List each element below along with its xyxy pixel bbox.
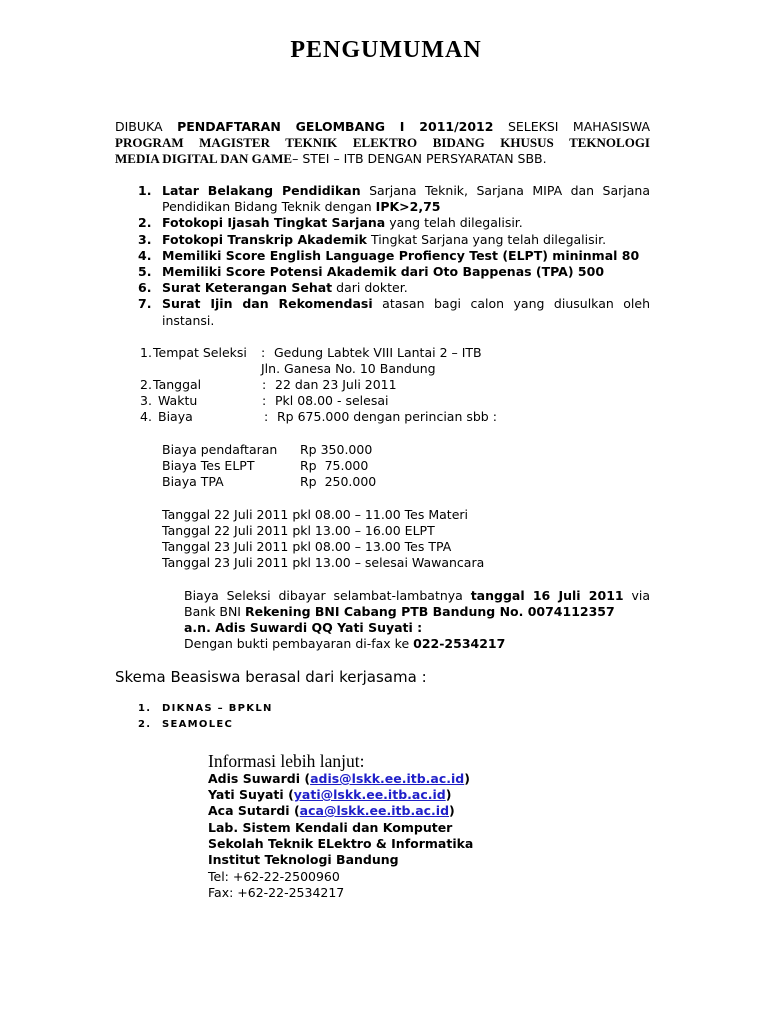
paren: ): [445, 787, 452, 802]
detail-value: Gedung Labtek VIII Lantai 2 – ITB: [274, 345, 482, 360]
detail-number: 3.: [140, 393, 152, 408]
detail-separator: :: [264, 409, 269, 424]
contact-person: [208, 803, 455, 819]
list-number: 1.: [138, 183, 152, 198]
detail-value: Pkl 08.00 - selesai: [275, 393, 389, 408]
intro-line-3: [115, 151, 547, 167]
paren: ): [449, 803, 455, 818]
contact-name: Adis Suwardi: [208, 771, 300, 786]
contact-person: [208, 787, 451, 803]
fax-number: 022-2534217: [413, 636, 506, 651]
list-number: 6.: [138, 280, 152, 295]
list-number: 1.: [138, 703, 152, 714]
payment-line: [184, 604, 615, 620]
requirement-item: Memiliki Score English Language Profiency Test (ELPT) mininmal 80: [162, 248, 640, 263]
scholarship-partner: DIKNAS – BPKLN: [162, 703, 273, 714]
requirement-text: dari dokter.: [336, 280, 408, 295]
fax: Fax: +62-22-2534217: [208, 885, 345, 900]
requirement-title: Surat Keterangan Sehat: [162, 280, 333, 295]
requirement-emphasis: IPK>2,75: [375, 199, 441, 214]
contact-name: Yati Suyati: [208, 787, 284, 802]
requirement-title: Surat Ijin dan Rekomendasi: [162, 296, 373, 311]
detail-number: 2.: [140, 377, 152, 392]
contact-name: Aca Sutardi: [208, 803, 290, 818]
organization-line: Sekolah Teknik ELektro & Informatika: [208, 836, 474, 851]
contact-person: [208, 771, 470, 787]
requirement-text: Tingkat Sarjana yang telah dilegalisir.: [370, 232, 607, 247]
requirement-item: [162, 215, 523, 231]
requirement-text: Sarjana Teknik, Sarjana MIPA dan Sarjana: [369, 183, 650, 198]
intro-text: – STEI – ITB DENGAN PERSYARATAN SBB.: [292, 151, 547, 166]
detail-number: 1.: [140, 345, 152, 360]
payment-line: [184, 588, 650, 604]
paren: (: [304, 771, 311, 786]
fee-label: Biaya Tes ELPT: [162, 458, 255, 473]
list-number: 2.: [138, 719, 152, 730]
fee-amount: Rp 75.000: [300, 458, 369, 473]
requirement-text: atasan bagi calon yang diusulkan oleh: [382, 296, 650, 311]
requirement-text: Pendidikan Bidang Teknik dengan: [162, 199, 372, 214]
detail-value: 22 dan 23 Juli 2011: [275, 377, 397, 392]
intro-line-2: PROGRAM MAGISTER TEKNIK ELEKTRO BIDANG KHUSUS TEKNOLOGI: [115, 135, 650, 150]
paren: ): [464, 771, 470, 786]
account-holder: a.n. Adis Suwardi QQ Yati Suyati :: [184, 620, 423, 635]
fee-amount: Rp 250.000: [300, 474, 377, 489]
intro-line-1: [115, 119, 650, 135]
payment-line: [184, 636, 505, 652]
intro-text: SELEKSI MAHASISWA: [507, 119, 651, 134]
email-link[interactable]: aca@lskk.ee.itb.ac.id: [299, 803, 450, 818]
scholarship-partner: SEAMOLEC: [162, 719, 234, 730]
scholarship-heading: Skema Beasiswa berasal dari kerjasama :: [115, 668, 427, 686]
list-number: 2.: [138, 215, 152, 230]
paren: (: [293, 803, 300, 818]
page-title: PENGUMUMAN: [290, 37, 482, 63]
schedule-row: Tanggal 22 Juli 2011 pkl 13.00 – 16.00 ELPT: [162, 523, 435, 538]
detail-label: Waktu: [158, 393, 198, 408]
requirement-item: [162, 232, 606, 248]
detail-separator: :: [262, 377, 267, 392]
organization-line: Lab. Sistem Kendali dan Komputer: [208, 820, 453, 835]
detail-label: Biaya: [158, 409, 193, 424]
requirement-item: Memiliki Score Potensi Akademik dari Oto Bappenas (TPA) 500: [162, 264, 605, 279]
intro-emphasis: PENDAFTARAN GELOMBANG I 2011/2012: [177, 119, 494, 134]
requirement-item: [162, 183, 650, 199]
list-number: 7.: [138, 296, 152, 311]
requirement-text: yang telah dilegalisir.: [389, 215, 523, 230]
paren: (: [288, 787, 294, 802]
payment-text: via: [631, 588, 650, 603]
list-number: 4.: [138, 248, 152, 263]
email-link[interactable]: adis@lskk.ee.itb.ac.id: [310, 771, 465, 786]
requirement-title: Fotokopi Ijasah Tingkat Sarjana: [162, 215, 386, 230]
payment-text: Dengan bukti pembayaran di-fax ke: [184, 636, 410, 651]
detail-label: Tempat Seleksi: [153, 345, 247, 360]
email-link[interactable]: yati@lskk.ee.itb.ac.id: [293, 787, 446, 802]
detail-label: Tanggal: [153, 377, 202, 392]
fee-label: Biaya TPA: [162, 474, 224, 489]
detail-value: Rp 675.000 dengan perincian sbb :: [277, 409, 497, 424]
requirement-item-continued: instansi.: [162, 313, 215, 328]
contact-heading: Informasi lebih lanjut:: [208, 751, 365, 771]
detail-value-continued: Jln. Ganesa No. 10 Bandung: [261, 361, 436, 376]
requirement-item: [162, 296, 650, 312]
requirement-title: Fotokopi Transkrip Akademik: [162, 232, 367, 247]
schedule-row: Tanggal 23 Juli 2011 pkl 13.00 – selesai Wawancara: [162, 555, 485, 570]
requirement-item-continued: [162, 199, 441, 215]
list-number: 3.: [138, 232, 152, 247]
requirement-title: Latar Belakang Pendidikan: [162, 183, 361, 198]
bank-account: Rekening BNI Cabang PTB Bandung No. 0074112357: [244, 604, 615, 619]
list-number: 5.: [138, 264, 152, 279]
requirement-item: [162, 280, 408, 296]
fee-amount: Rp 350.000: [300, 442, 373, 457]
intro-emphasis: MEDIA DIGITAL DAN GAME: [115, 151, 293, 166]
detail-number: 4.: [140, 409, 152, 424]
intro-text: DIBUKA: [115, 119, 163, 134]
detail-separator: :: [262, 393, 267, 408]
payment-text: Biaya Seleksi dibayar selambat-lambatnya: [184, 588, 463, 603]
organization-line: Institut Teknologi Bandung: [208, 852, 399, 867]
payment-deadline: tanggal 16 Juli 2011: [470, 588, 624, 603]
detail-separator: :: [261, 345, 266, 360]
schedule-row: Tanggal 22 Juli 2011 pkl 08.00 – 11.00 Tes Materi: [162, 507, 469, 522]
schedule-row: Tanggal 23 Juli 2011 pkl 08.00 – 13.00 Tes TPA: [162, 539, 452, 554]
fee-label: Biaya pendaftaran: [162, 442, 278, 457]
telephone: Tel: +62-22-2500960: [208, 869, 340, 884]
payment-text: Bank BNI: [184, 604, 241, 619]
